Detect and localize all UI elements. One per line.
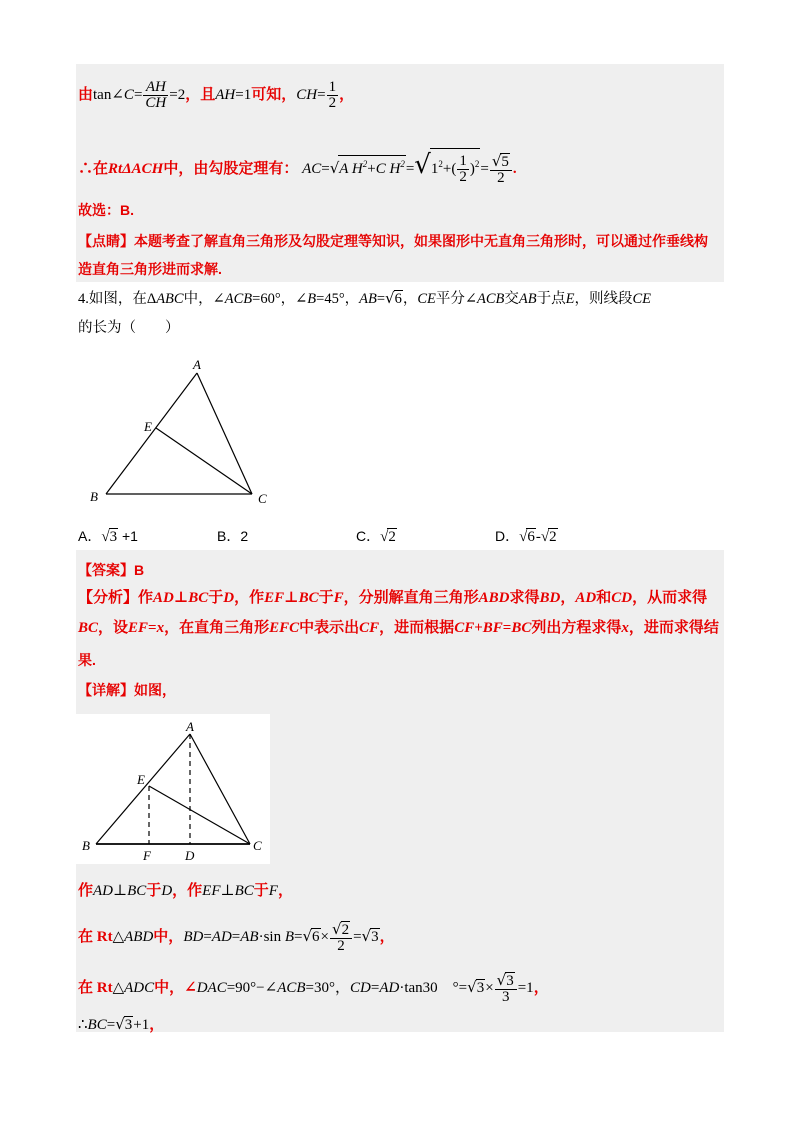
option-d[interactable]: D．√6-√2 bbox=[495, 528, 557, 545]
label-a: A bbox=[186, 719, 194, 734]
label-c: C bbox=[258, 491, 267, 506]
triangle-figure-2 bbox=[76, 714, 270, 864]
analysis-line-1: 【分析】作AD⊥BC于D，作EF⊥BC于F，分别解直角三角形ABD求得BD，AD和CD，从而求得 bbox=[78, 590, 708, 606]
solution-step-3: 在 Rt△ADC中，∠DAC=90°−∠ACB=30°，CD=AD·tan30 °=√3× $\frac{√3}{3}$ =1， bbox=[78, 971, 549, 1005]
detail-tag: 【详解】如图， bbox=[78, 682, 176, 698]
analysis-line-2: BC，设EF=x，在直角三角形EFC中表示出CF，进而根据CF+BF=BC列出方程求得x，进而求得结 bbox=[78, 620, 719, 636]
label-e: E bbox=[137, 772, 145, 787]
label-e: E bbox=[144, 419, 152, 434]
fraction-one-half: $\frac{1}{2}$ bbox=[328, 79, 337, 111]
option-a[interactable]: A．√3 +1 bbox=[78, 528, 138, 545]
figure-2-background bbox=[76, 714, 270, 864]
prev-line-1: 由tan∠C= $\frac{AH}{CH}$ =2，且AH=1可知，CH= $\frac{1}{2}$ ， bbox=[78, 79, 355, 111]
question-line-2: 的长为（ ） bbox=[78, 320, 180, 336]
solution-step-4: ∴BC=√3+1， bbox=[78, 1015, 165, 1033]
analysis-line-3: 果. bbox=[78, 652, 96, 668]
side-ac bbox=[197, 373, 252, 494]
fraction-ah-ch: $\frac{AH}{CH}$ bbox=[145, 79, 167, 111]
option-c[interactable]: C．√2 bbox=[356, 528, 396, 545]
label-c: C bbox=[253, 838, 262, 853]
label-a: A bbox=[193, 357, 201, 372]
label-f: F bbox=[143, 848, 151, 863]
answer-tag: 【答案】B bbox=[78, 562, 145, 578]
question-line-1: 4.如图，在ΔABC中，∠ACB=60°，∠B=45°，AB=√6，CE平分∠ACB交AB于点E，则线段CE bbox=[78, 289, 652, 307]
label-b: B bbox=[90, 489, 98, 504]
prev-line-2: ∴在RtΔACH中，由勾股定理有： AC=√A $H^2+C$ $H^2=√1^2+$( $\frac{1}{2}$ )$^2$= $\frac{√5}{2}$ . bbox=[78, 150, 517, 187]
prev-comment-line-2: 造直角三角形进而求解. bbox=[78, 261, 222, 277]
label-b: B bbox=[82, 838, 90, 853]
solution-step-2: 在 Rt△ABD中，BD=AD=AB·sin B=√6× $\frac{√2}{2}$ =√3， bbox=[78, 920, 395, 954]
label-d: D bbox=[185, 848, 195, 863]
triangle-figure-1 bbox=[80, 355, 290, 515]
prev-answer: 故选：B. bbox=[78, 202, 134, 218]
option-b[interactable]: B．2 bbox=[217, 528, 249, 544]
prev-comment-line-1: 【点睛】本题考查了解直角三角形及勾股定理等知识，如果图形中无直角三角形时，可以通过作垂线构 bbox=[78, 233, 708, 249]
solution-step-1: 作AD⊥BC于D，作EF⊥BC于F， bbox=[78, 883, 293, 899]
